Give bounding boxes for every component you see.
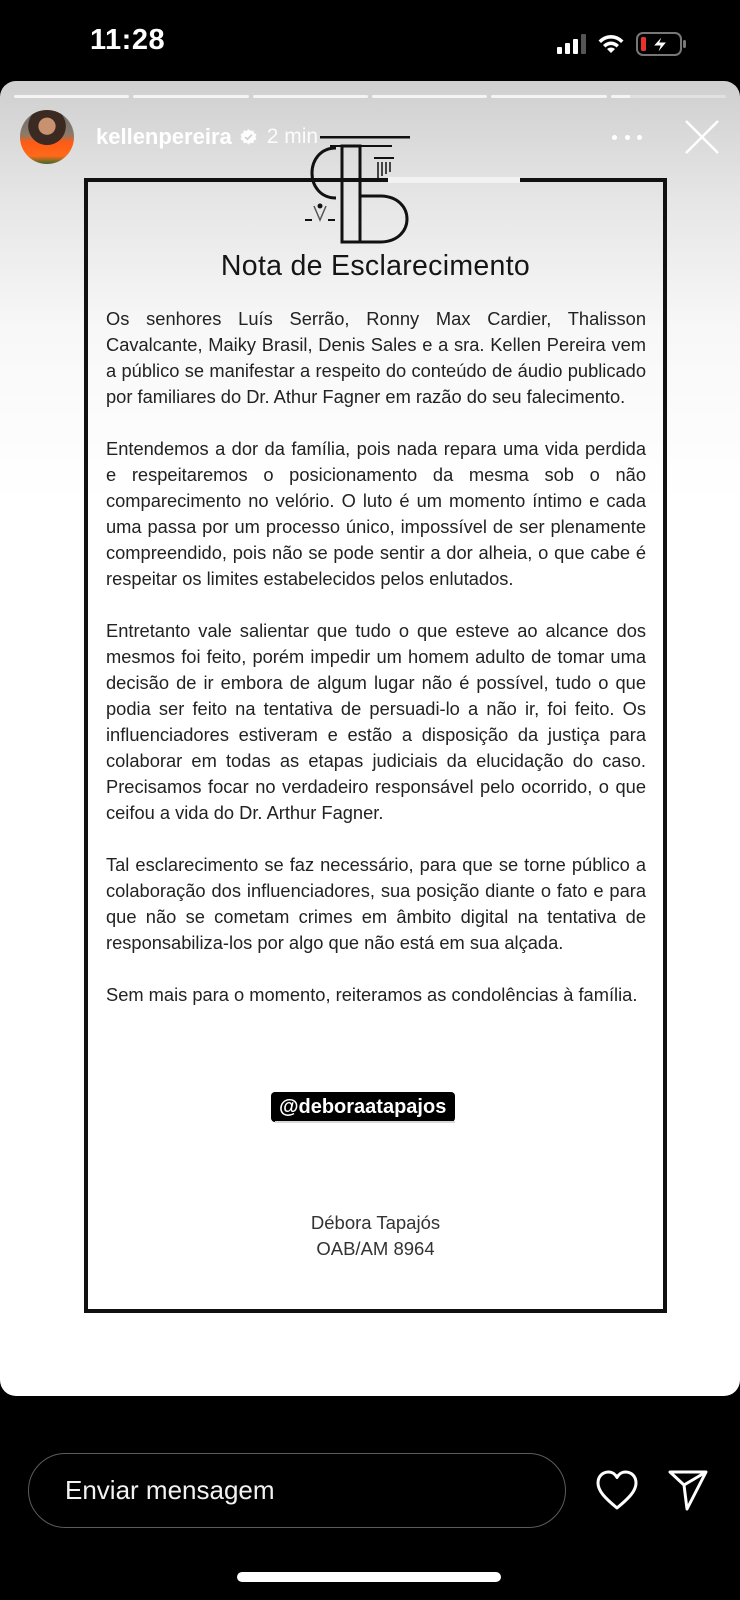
document-signature bbox=[84, 1210, 667, 1262]
progress-fill bbox=[372, 95, 487, 98]
more-horizontal-icon bbox=[612, 135, 617, 140]
close-icon[interactable] bbox=[684, 119, 720, 155]
progress-fill bbox=[133, 95, 248, 98]
progress-fill bbox=[14, 95, 129, 98]
story-viewer[interactable] bbox=[0, 81, 740, 1396]
send-icon[interactable] bbox=[668, 1468, 708, 1512]
signer-oab: OAB/AM 8964 bbox=[316, 1238, 435, 1259]
story-progress bbox=[14, 95, 726, 98]
battery-level bbox=[641, 37, 646, 51]
status-time: 11:28 bbox=[90, 24, 166, 56]
progress-fill bbox=[253, 95, 368, 98]
battery-charging-icon bbox=[636, 32, 688, 56]
status-bar bbox=[0, 0, 740, 80]
progress-segment bbox=[372, 95, 487, 98]
mention-sticker[interactable] bbox=[271, 1092, 455, 1122]
more-options-button[interactable] bbox=[612, 123, 642, 151]
progress-segment bbox=[14, 95, 129, 98]
username[interactable]: kellenpereira bbox=[96, 124, 232, 149]
avatar[interactable] bbox=[20, 110, 74, 164]
signer-name: Débora Tapajós bbox=[310, 1212, 441, 1233]
status-icons bbox=[557, 30, 688, 58]
reply-field[interactable] bbox=[28, 1453, 566, 1528]
document-body bbox=[106, 306, 646, 1008]
document-paragraph: Sem mais para o momento, reiteramos as condolências à família. bbox=[106, 984, 638, 1005]
home-indicator[interactable] bbox=[237, 1572, 501, 1582]
post-time: 2 min bbox=[266, 125, 319, 148]
progress-segment bbox=[133, 95, 248, 98]
cellular-signal-icon bbox=[557, 34, 586, 54]
law-firm-monogram-logo bbox=[300, 136, 435, 244]
progress-segment bbox=[253, 95, 368, 98]
document-title: Nota de Esclarecimento bbox=[220, 250, 531, 282]
document-paragraph: Tal esclarecimento se faz necessário, para que se torne público a colaboração dos influenciadores, sua posição diante o fato e para que não se cometam crimes em âmbito digital na tentativa de responsabiliza-los por algo que não está em sua alçada. bbox=[106, 854, 646, 953]
document-paragraph: Entendemos a dor da família, pois nada repara uma vida perdida e respeitaremos o posicionamento da mesma sob o não comparecimento no velório. O luto é um momento íntimo e cada uma passa por um processo único, impossível de ser plenamente compreendido, pois não se pode sentir a dor alheia, o que cabe é respeitar os limites estabelecidos pelos enlutados. bbox=[106, 438, 646, 589]
wifi-icon bbox=[596, 33, 626, 55]
message-input[interactable] bbox=[65, 1475, 565, 1506]
document-paragraph: Entretanto vale salientar que tudo o que esteve ao alcance dos mesmos foi feito, porém impedir um homem adulto de tomar uma decisão de ir embora de algum lugar não é possível, tudo o que podia ser feito na tentativa de persuadi-lo a não ir, foi feito. Os influenciadores estiveram e estão a disposição da justiça para colaborar em todas as etapas judiciais da elucidação do caso. Precisamos focar no verdadeiro responsável pelo ocorrido, o que ceifou a vida do Dr. Arthur Fagner. bbox=[106, 620, 646, 823]
heart-icon[interactable] bbox=[595, 1470, 639, 1512]
progress-fill bbox=[611, 95, 631, 98]
mention-underline bbox=[275, 1121, 455, 1123]
progress-segment bbox=[491, 95, 606, 98]
document-paragraph: Os senhores Luís Serrão, Ronny Max Cardier, Thalisson Cavalcante, Maiky Brasil, Denis Sales e a sra. Kellen Pereira vem a público se manifestar a respeito do conteúdo de áudio publicado por familiares do Dr. Athur Fagner em razão do seu falecimento. bbox=[106, 308, 646, 407]
verified-badge-icon bbox=[240, 129, 257, 146]
progress-fill bbox=[491, 95, 606, 98]
progress-segment bbox=[611, 95, 726, 98]
mention-text: @deboraatapajos bbox=[279, 1095, 447, 1118]
